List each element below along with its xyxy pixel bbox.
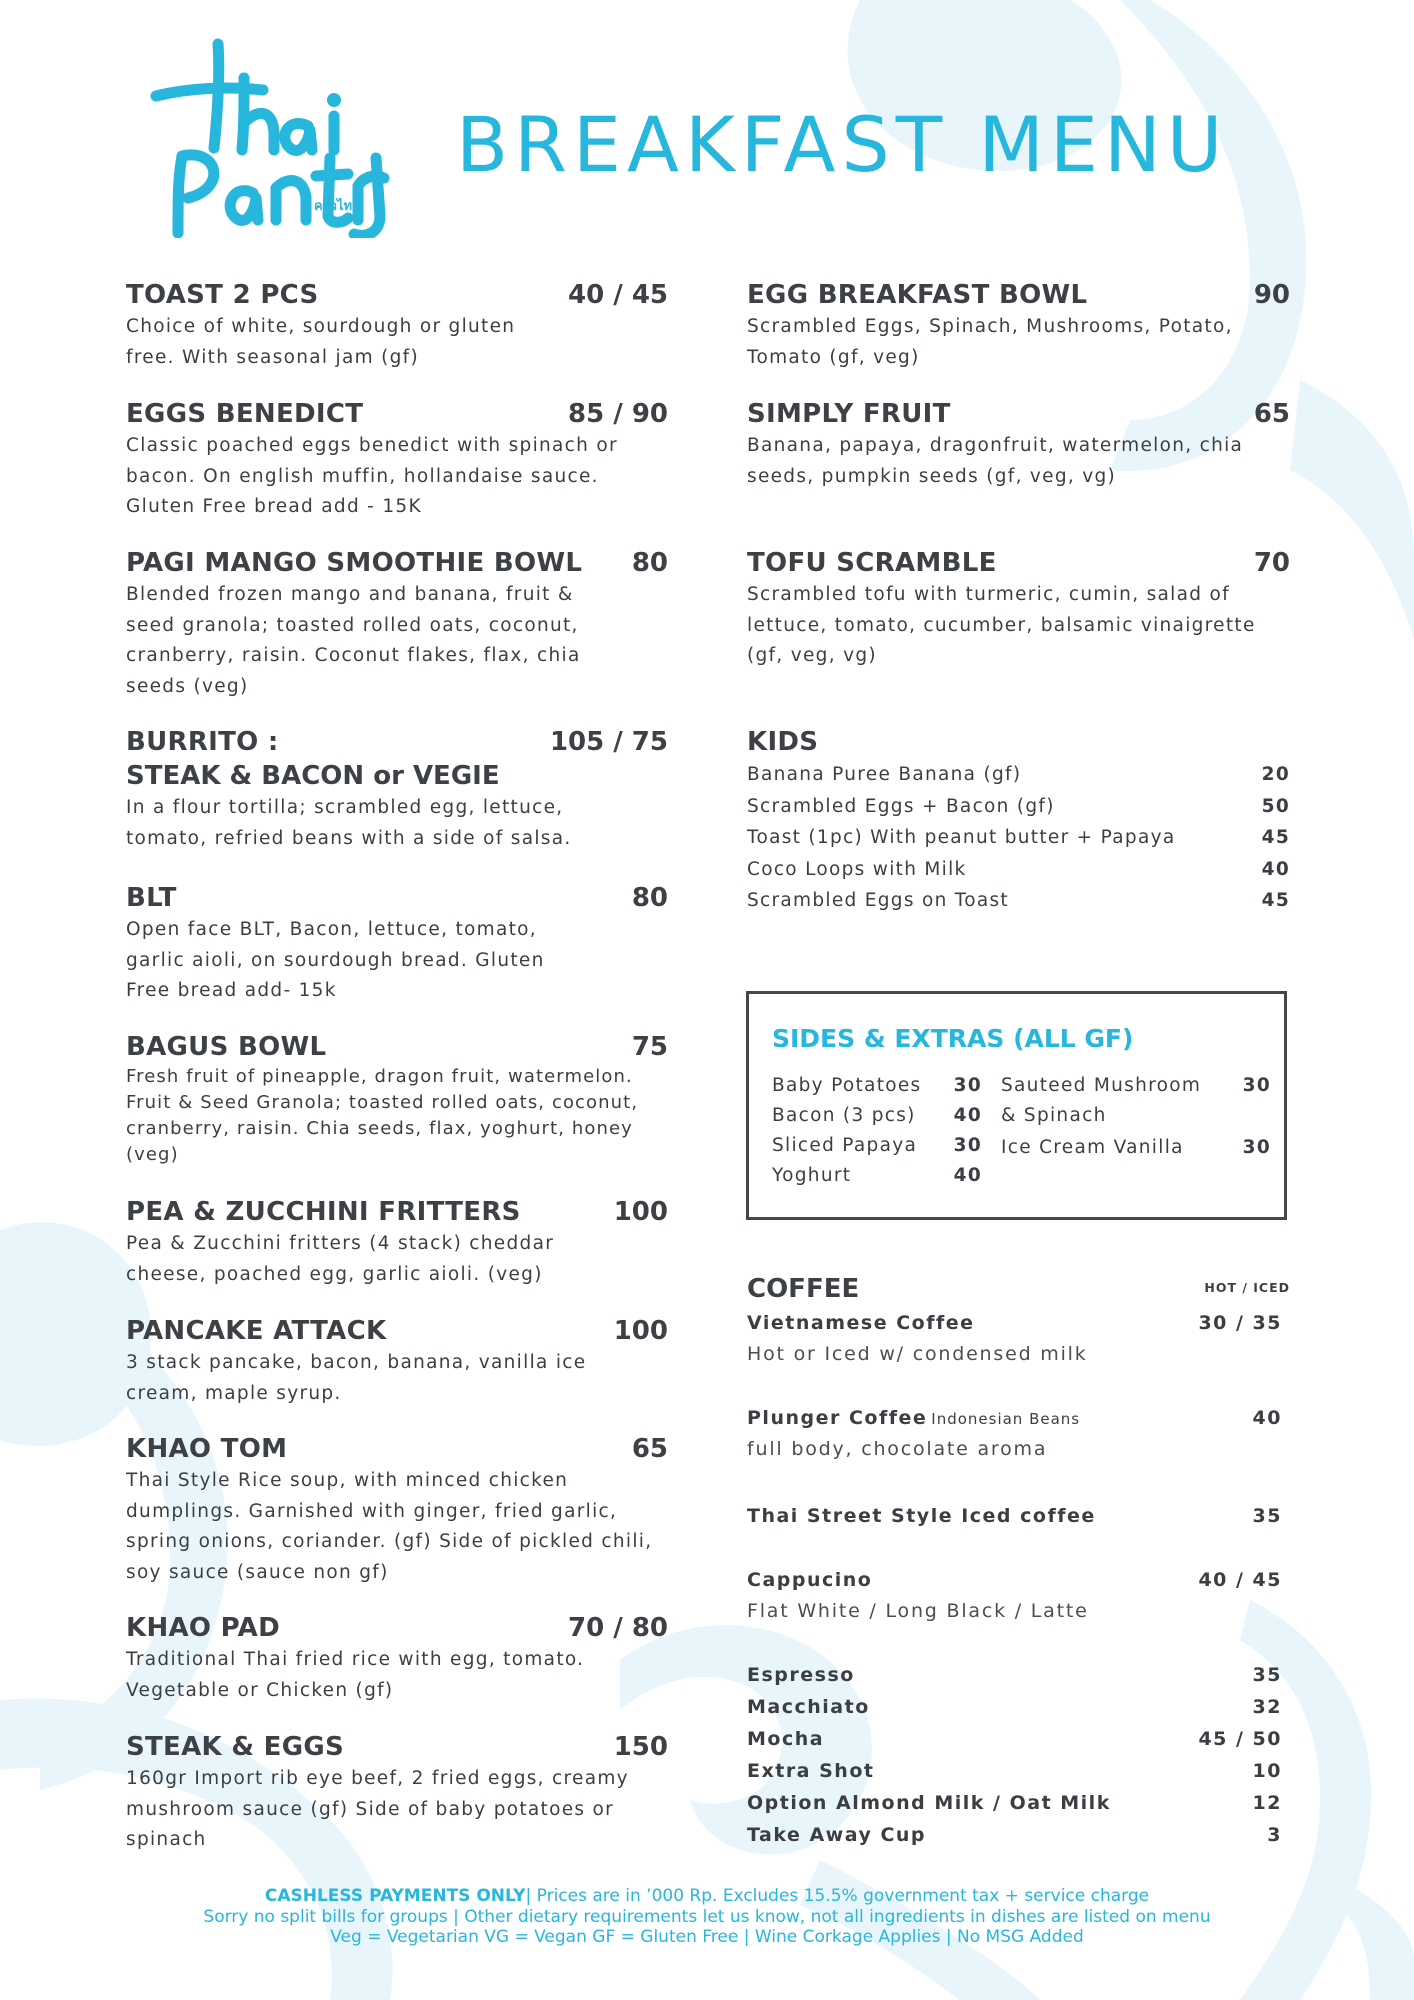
coffee-price: 35 <box>1252 1505 1282 1527</box>
coffee-item <box>747 1505 1282 1527</box>
item-name: BAGUS BOWL <box>126 1032 327 1062</box>
menu-item <box>126 1316 668 1409</box>
coffee-name: Extra Shot <box>747 1760 875 1782</box>
item-price: 85 / 90 <box>568 399 668 429</box>
item-name: STEAK & EGGS <box>126 1732 345 1762</box>
side-item-name: Yoghurt <box>772 1165 852 1186</box>
footer-line-2: Sorry no split bills for groups | Other dietary requirements let us know, not all ingredients in dishes are listed on menu <box>203 1906 1211 1927</box>
sides-title: SIDES & EXTRAS (ALL GF) <box>772 1024 1134 1053</box>
kids-item-name: Scrambled Eggs + Bacon (gf) <box>747 795 1055 817</box>
side-item <box>772 1161 982 1191</box>
coffee-price: 30 / 35 <box>1198 1312 1282 1334</box>
item-price: 65 <box>1253 399 1290 429</box>
item-price: 100 <box>613 1316 668 1346</box>
item-name: PEA & ZUCCHINI FRITTERS <box>126 1197 521 1227</box>
menu-item <box>747 280 1290 373</box>
coffee-price: 45 / 50 <box>1198 1728 1282 1750</box>
coffee-price: 40 / 45 <box>1198 1569 1282 1591</box>
coffee-subtext: Hot or Iced w/ condensed milk <box>747 1343 1088 1365</box>
side-item-name: Ice Cream Vanilla <box>1001 1137 1184 1158</box>
item-name: KHAO TOM <box>126 1434 288 1464</box>
page-title: BREAKFAST MENU <box>456 100 1229 189</box>
coffee-name: Thai Street Style Iced coffee <box>747 1505 1096 1527</box>
item-name: BLT <box>126 883 177 913</box>
side-item-name: Bacon (3 pcs) <box>772 1105 916 1126</box>
menu-item <box>747 399 1290 492</box>
kids-item-name: Scrambled Eggs on Toast <box>747 890 1009 911</box>
menu-item <box>126 1197 668 1290</box>
footer-line-1 <box>0 1886 1414 1907</box>
item-price: 75 <box>631 1032 668 1062</box>
item-name: EGGS BENEDICT <box>126 399 364 429</box>
hot-iced-label: HOT / ICED <box>1204 1280 1290 1295</box>
coffee-price: 40 <box>1252 1407 1282 1429</box>
coffee-item <box>747 1312 1282 1334</box>
coffee-item <box>747 1696 1282 1718</box>
item-price: 80 <box>631 883 668 913</box>
item-price: 150 <box>613 1732 668 1762</box>
coffee-item <box>747 1792 1282 1814</box>
side-item-name: Sauteed Mushroom <box>1001 1075 1202 1096</box>
item-description: Open face BLT, Bacon, lettuce, tomato, garlic aioli, on sourdough bread. Gluten Free bread add- 15k <box>126 919 545 1001</box>
side-item <box>772 1131 982 1161</box>
menu-item <box>126 1032 668 1168</box>
footer-line-3: Veg = Vegetarian VG = Vegan GF = Gluten Free | Wine Corkage Applies | No MSG Added <box>330 1927 1084 1947</box>
logo-thai-text: ครัวไทย <box>314 199 360 214</box>
side-item-price: 30 <box>953 1135 982 1156</box>
sides-right-list <box>1001 1071 1271 1163</box>
side-item <box>1001 1133 1271 1163</box>
side-item <box>772 1101 982 1131</box>
coffee-item <box>747 1569 1282 1591</box>
menu-item <box>126 1732 668 1856</box>
item-price: 105 / 75 <box>549 727 668 757</box>
coffee-name: Take Away Cup <box>747 1824 927 1846</box>
item-description: In a flour tortilla; scrambled egg, lettuce, tomato, refried beans with a side of salsa. <box>126 797 572 849</box>
item-description: Traditional Thai fried rice with egg, tomato. Vegetable or Chicken (gf) <box>126 1649 585 1701</box>
coffee-name: Macchiato <box>747 1696 870 1718</box>
coffee-name: Vietnamese Coffee <box>747 1312 975 1334</box>
kids-item-name: Banana Puree Banana (gf) <box>747 764 1022 785</box>
side-item-price: 30 <box>953 1075 982 1096</box>
coffee-price: 3 <box>1267 1824 1282 1846</box>
coffee-name: Option Almond Milk / Oat Milk <box>747 1792 1111 1814</box>
menu-item <box>126 727 668 854</box>
kids-item-price: 20 <box>1261 764 1290 785</box>
kids-item-price: 45 <box>1261 890 1290 911</box>
side-item <box>772 1071 982 1101</box>
side-item-price: 40 <box>953 1105 982 1126</box>
kids-title: KIDS <box>747 727 819 757</box>
coffee-item <box>747 1760 1282 1782</box>
item-description: 160gr Import rib eye beef, 2 fried eggs, creamy mushroom sauce (gf) Side of baby potatoes or spinach <box>126 1768 629 1850</box>
kids-item-price: 50 <box>1261 795 1290 817</box>
item-price: 70 <box>1253 548 1290 578</box>
menu-item <box>126 1434 668 1588</box>
item-name: PAGI MANGO SMOOTHIE BOWL <box>126 548 583 578</box>
coffee-price: 10 <box>1252 1760 1282 1782</box>
footer-notes <box>0 1886 1414 1948</box>
coffee-item <box>747 1664 1282 1686</box>
side-item-name: Sliced Papaya <box>772 1135 918 1156</box>
coffee-price: 32 <box>1252 1696 1282 1718</box>
item-name: TOAST 2 PCS <box>126 280 319 310</box>
kids-item-price: 40 <box>1261 858 1290 880</box>
side-item-name: & Spinach <box>1001 1105 1107 1126</box>
sides-extras-box <box>746 991 1287 1220</box>
kids-item <box>747 854 1290 886</box>
side-item-price: 30 <box>1242 1075 1271 1096</box>
kids-section <box>747 727 1290 917</box>
coffee-note: Indonesian Beans <box>931 1410 1081 1428</box>
coffee-item <box>747 1728 1282 1750</box>
coffee-item <box>747 1407 1282 1429</box>
coffee-name: Mocha <box>747 1728 825 1750</box>
item-name: PANCAKE ATTACK <box>126 1316 387 1346</box>
side-item <box>1001 1071 1271 1101</box>
item-price: 100 <box>613 1197 668 1227</box>
item-description: Blended frozen mango and banana, fruit & seed granola; toasted rolled oats, coconut, cranberry, raisin. Coconut flakes, flax, chia seeds (veg) <box>126 584 581 697</box>
item-price: 65 <box>631 1434 668 1464</box>
item-description: Fresh fruit of pineapple, dragon fruit, watermelon. Fruit & Seed Granola; toasted rolled oats, coconut, cranberry, raisin. Chia seeds, flax, yoghurt, honey (veg) <box>126 1066 639 1165</box>
coffee-item <box>747 1824 1282 1846</box>
item-description: Classic poached eggs benedict with spinach or bacon. On english muffin, hollandaise sauce. Gluten Free bread add - 15K <box>126 435 618 517</box>
item-name-line2: STEAK & BACON or VEGIE <box>126 761 500 791</box>
item-description: Pea & Zucchini fritters (4 stack) cheddar cheese, poached egg, garlic aioli. (veg) <box>126 1233 555 1285</box>
kids-item-name: Toast (1pc) With peanut butter + Papaya <box>747 827 1176 848</box>
coffee-name: Cappucino <box>747 1569 873 1591</box>
item-price: 40 / 45 <box>568 280 668 310</box>
price-notice: | Prices are in ’000 Rp. Excludes 15.5% government tax + service charge <box>525 1886 1150 1906</box>
kids-item-name: Coco Loops with Milk <box>747 858 967 880</box>
kids-item <box>747 822 1290 854</box>
menu-item <box>126 548 668 702</box>
side-item-name: Baby Potatoes <box>772 1075 922 1096</box>
coffee-title: COFFEE <box>747 1274 860 1304</box>
menu-item <box>126 280 668 373</box>
kids-item <box>747 791 1290 823</box>
menu-item <box>126 399 668 523</box>
coffee-name: Espresso <box>747 1664 855 1686</box>
item-description: Banana, papaya, dragonfruit, watermelon, chia seeds, pumpkin seeds (gf, veg, vg) <box>747 435 1244 487</box>
kids-item <box>747 885 1290 917</box>
item-name: BURRITO : <box>126 727 279 757</box>
item-description: Thai Style Rice soup, with minced chicken dumplings. Garnished with ginger, fried garlic, spring onions, coriander. (gf) Side of pickled chili, soy sauce (sauce non gf) <box>126 1470 653 1583</box>
item-name: TOFU SCRAMBLE <box>747 548 997 578</box>
coffee-price: 35 <box>1252 1664 1282 1686</box>
menu-item <box>747 548 1290 672</box>
item-price: 70 / 80 <box>568 1613 668 1643</box>
coffee-price: 12 <box>1252 1792 1282 1814</box>
side-item-price: 30 <box>1242 1137 1271 1158</box>
item-description: Choice of white, sourdough or gluten free. With seasonal jam (gf) <box>126 316 516 368</box>
kids-item <box>747 759 1290 791</box>
menu-item <box>126 883 668 1007</box>
cashless-notice: CASHLESS PAYMENTS ONLY <box>264 1886 526 1906</box>
menu-item <box>126 1613 668 1706</box>
item-price: 90 <box>1253 280 1290 310</box>
item-description: 3 stack pancake, bacon, banana, vanilla ice cream, maple syrup. <box>126 1352 587 1404</box>
kids-item-price: 45 <box>1261 827 1290 848</box>
item-name: EGG BREAKFAST BOWL <box>747 280 1088 310</box>
side-item <box>1001 1101 1271 1131</box>
side-item-price: 40 <box>953 1165 982 1186</box>
sides-left-list <box>772 1071 982 1191</box>
thai-pantry-logo <box>148 38 398 238</box>
item-description: Scrambled Eggs, Spinach, Mushrooms, Potato, Tomato (gf, veg) <box>747 316 1233 368</box>
coffee-subtext: full body, chocolate aroma <box>747 1438 1048 1460</box>
item-name: SIMPLY FRUIT <box>747 399 951 429</box>
coffee-subtext: Flat White / Long Black / Latte <box>747 1600 1089 1622</box>
coffee-name: Plunger Coffee <box>747 1407 928 1429</box>
item-description: Scrambled tofu with turmeric, cumin, salad of lettuce, tomato, cucumber, balsamic vinaigrette (gf, veg, vg) <box>747 584 1256 666</box>
item-price: 80 <box>631 548 668 578</box>
item-name: KHAO PAD <box>126 1613 280 1643</box>
